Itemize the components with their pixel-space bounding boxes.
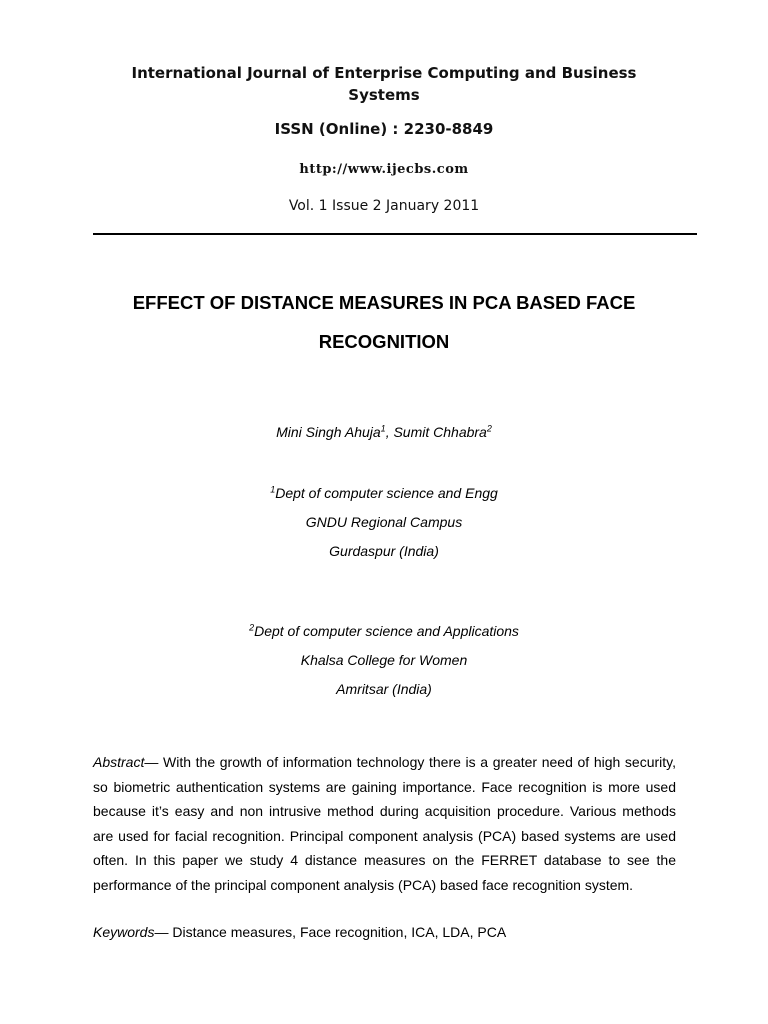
keywords-dash: — <box>154 924 173 940</box>
abstract-text: With the growth of information technology there is a greater need of high security, so biometric authentication systems are gaining importance. Face recognition is more used because it’s easy and non intrusive method during acquisition procedure. Various methods are used for facial recognition. Principal component analysis (PCA) based systems are used often. In this paper we study 4 distance measures on the FERRET database to see the performance of the principal component analysis (PCA) based face recognition system. <box>93 754 677 893</box>
abstract-label: Abstract <box>93 754 145 770</box>
paper-title-line2: RECOGNITION <box>318 331 450 352</box>
affiliation-2-mark: 2 <box>249 622 255 633</box>
abstract-dash: — <box>144 754 164 770</box>
journal-name-line2: Systems <box>348 86 420 104</box>
keywords-label: Keywords <box>93 924 155 940</box>
affiliation-1-dept <box>0 479 768 508</box>
author-2-affiliation-mark: 2 <box>486 423 492 434</box>
affiliation-1-mark: 1 <box>270 484 276 495</box>
affiliation-2-dept <box>0 617 768 646</box>
affiliation-2-institution: Khalsa College for Women <box>300 652 468 668</box>
affiliation-1 <box>0 479 768 566</box>
affiliation-1-dept-text: Dept of computer science and Engg <box>275 485 498 501</box>
author-1-affiliation-mark: 1 <box>380 423 386 434</box>
keywords-text: Distance measures, Face recognition, ICA, LDA, PCA <box>172 924 507 940</box>
abstract-paragraph <box>93 750 676 897</box>
journal-url: http://www.ijecbs.com <box>299 162 469 177</box>
paper-title <box>0 283 768 361</box>
journal-name <box>0 62 768 106</box>
journal-issn: ISSN (Online) : 2230-8849 <box>274 120 494 138</box>
affiliation-2 <box>0 617 768 704</box>
author-separator: , <box>385 424 394 440</box>
author-2: Sumit Chhabra <box>393 424 487 440</box>
journal-volume: Vol. 1 Issue 2 January 2011 <box>288 198 480 214</box>
header-divider <box>93 233 697 235</box>
affiliation-2-location: Amritsar (India) <box>336 681 432 697</box>
paper-title-line1: EFFECT OF DISTANCE MEASURES IN PCA BASED FACE <box>132 292 636 313</box>
affiliation-1-institution: GNDU Regional Campus <box>305 514 463 530</box>
author-1: Mini Singh Ahuja <box>276 424 381 440</box>
keywords-line <box>93 924 506 940</box>
paper-authors <box>0 424 768 440</box>
journal-name-line1: International Journal of Enterprise Computing and Business <box>131 64 637 82</box>
affiliation-2-dept-text: Dept of computer science and Applications <box>254 623 519 639</box>
affiliation-1-location: Gurdaspur (India) <box>329 543 439 559</box>
